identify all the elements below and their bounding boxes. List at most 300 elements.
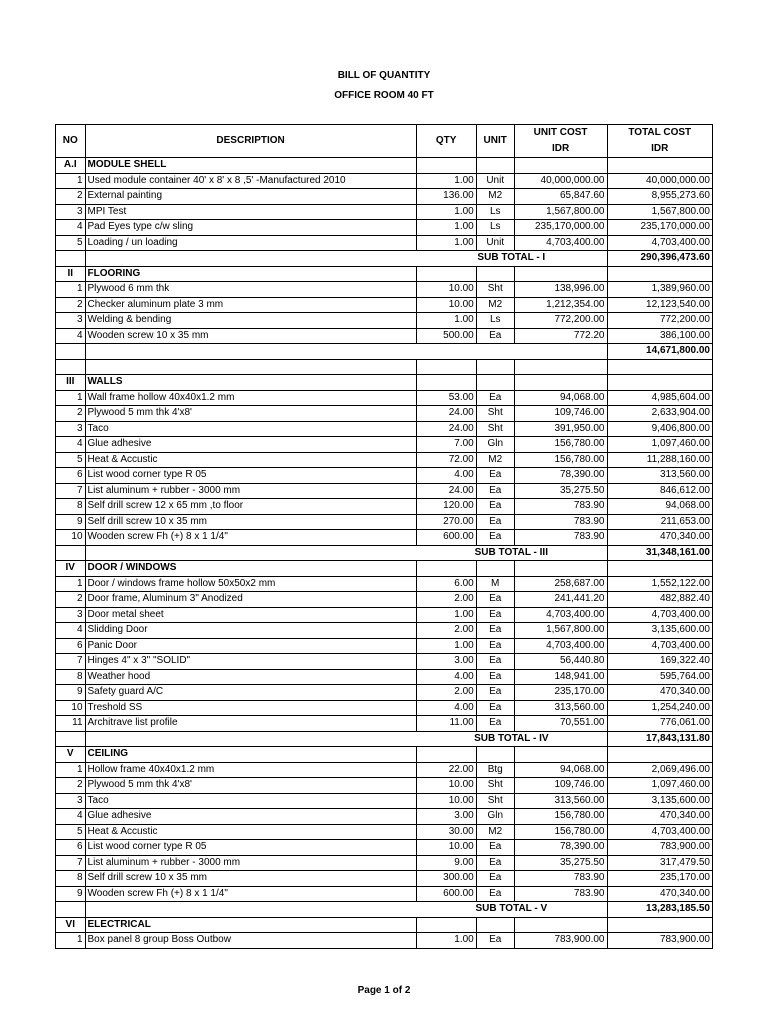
- item-description: Checker aluminum plate 3 mm: [85, 297, 416, 313]
- item-unit: Sht: [476, 421, 514, 437]
- item-number: 9: [56, 685, 86, 701]
- item-total-cost: 470,340.00: [607, 685, 713, 701]
- item-description: Door metal sheet: [85, 607, 416, 623]
- item-unit: Ea: [476, 530, 514, 546]
- item-total-cost: 386,100.00: [607, 328, 713, 344]
- empty-cell: [476, 561, 514, 577]
- item-qty: 1.00: [416, 638, 476, 654]
- item-unit-cost: 56,440.80: [514, 654, 607, 670]
- item-description: Wooden screw 10 x 35 mm: [85, 328, 416, 344]
- item-unit: Ls: [476, 204, 514, 220]
- table-row: [56, 623, 713, 639]
- item-unit: Ea: [476, 700, 514, 716]
- table-row: [56, 514, 713, 530]
- subtotal-label: SUB TOTAL - III: [416, 545, 607, 561]
- item-unit: Ea: [476, 716, 514, 732]
- subtotal-label: [416, 344, 607, 360]
- item-number: 8: [56, 669, 86, 685]
- page-footer: Page 1 of 2: [357, 985, 411, 996]
- item-total-cost: 2,633,904.00: [607, 406, 713, 422]
- table-row: [56, 716, 713, 732]
- item-unit-cost: 1,212,354.00: [514, 297, 607, 313]
- header-total-cost-currency: IDR: [607, 141, 713, 158]
- item-total-cost: 1,097,460.00: [607, 778, 713, 794]
- item-unit-cost: 35,275.50: [514, 855, 607, 871]
- item-unit-cost: 156,780.00: [514, 809, 607, 825]
- item-qty: 1.00: [416, 204, 476, 220]
- table-row: [56, 235, 713, 251]
- item-unit: Ea: [476, 514, 514, 530]
- item-unit: Sht: [476, 282, 514, 298]
- item-number: 9: [56, 886, 86, 902]
- item-qty: 600.00: [416, 886, 476, 902]
- empty-cell: [476, 266, 514, 282]
- item-unit-cost: 4,703,400.00: [514, 235, 607, 251]
- document-title: BILL OF QUANTITY: [337, 70, 431, 81]
- subtotal-row: [56, 902, 713, 918]
- item-number: 5: [56, 824, 86, 840]
- item-qty: 1.00: [416, 235, 476, 251]
- item-unit-cost: 148,941.00: [514, 669, 607, 685]
- empty-cell: [607, 375, 713, 391]
- table-row: [56, 933, 713, 949]
- subtotal-value: 31,348,161.00: [607, 545, 713, 561]
- item-description: Safety guard A/C: [85, 685, 416, 701]
- item-unit-cost: 391,950.00: [514, 421, 607, 437]
- table-row: [56, 452, 713, 468]
- section-number: II: [56, 266, 86, 282]
- item-number: 8: [56, 871, 86, 887]
- item-total-cost: 3,135,600.00: [607, 623, 713, 639]
- table-row: [56, 390, 713, 406]
- item-total-cost: 1,552,122.00: [607, 576, 713, 592]
- empty-cell: [416, 561, 476, 577]
- blank-row: [56, 359, 713, 375]
- item-description: Hollow frame 40x40x1.2 mm: [85, 762, 416, 778]
- table-row: [56, 530, 713, 546]
- item-description: MPI Test: [85, 204, 416, 220]
- empty-cell: [476, 375, 514, 391]
- table-row: [56, 685, 713, 701]
- item-description: Self drill screw 10 x 35 mm: [85, 514, 416, 530]
- item-description: Panic Door: [85, 638, 416, 654]
- item-number: 1: [56, 576, 86, 592]
- item-number: 2: [56, 592, 86, 608]
- table-header: [56, 125, 713, 158]
- item-qty: 1.00: [416, 607, 476, 623]
- item-description: Architrave list profile: [85, 716, 416, 732]
- item-number: 3: [56, 607, 86, 623]
- empty-cell: [85, 344, 416, 360]
- empty-cell: [416, 158, 476, 174]
- item-unit-cost: 772,200.00: [514, 313, 607, 329]
- table-row: [56, 297, 713, 313]
- item-number: 3: [56, 204, 86, 220]
- subtotal-value: 14,671,800.00: [607, 344, 713, 360]
- empty-cell: [607, 747, 713, 763]
- item-unit: Ea: [476, 654, 514, 670]
- table-row: [56, 654, 713, 670]
- item-qty: 10.00: [416, 282, 476, 298]
- item-unit-cost: 783.90: [514, 514, 607, 530]
- header-total-cost: TOTAL COST: [607, 125, 713, 142]
- item-number: 7: [56, 855, 86, 871]
- item-total-cost: 12,123,540.00: [607, 297, 713, 313]
- item-unit-cost: 78,390.00: [514, 468, 607, 484]
- empty-cell: [56, 344, 86, 360]
- item-unit: Ea: [476, 483, 514, 499]
- subtotal-row: [56, 251, 713, 267]
- empty-cell: [56, 359, 86, 375]
- item-qty: 24.00: [416, 483, 476, 499]
- item-unit: Ea: [476, 933, 514, 949]
- item-total-cost: 776,061.00: [607, 716, 713, 732]
- item-unit: Ea: [476, 638, 514, 654]
- item-number: 5: [56, 452, 86, 468]
- section-title: ELECTRICAL: [85, 917, 416, 933]
- item-total-cost: 4,703,400.00: [607, 607, 713, 623]
- item-unit-cost: 783,900.00: [514, 933, 607, 949]
- item-qty: 4.00: [416, 700, 476, 716]
- item-number: 4: [56, 437, 86, 453]
- subtotal-value: 17,843,131.80: [607, 731, 713, 747]
- empty-cell: [85, 731, 416, 747]
- item-description: List aluminum + rubber - 3000 mm: [85, 483, 416, 499]
- item-unit: Ea: [476, 871, 514, 887]
- item-total-cost: 235,170.00: [607, 871, 713, 887]
- section-number: IV: [56, 561, 86, 577]
- item-unit: Ea: [476, 840, 514, 856]
- section-header-row: [56, 375, 713, 391]
- item-unit: Ls: [476, 220, 514, 236]
- empty-cell: [85, 545, 416, 561]
- item-total-cost: 783,900.00: [607, 840, 713, 856]
- section-header-row: [56, 747, 713, 763]
- table-row: [56, 499, 713, 515]
- item-number: 6: [56, 638, 86, 654]
- table-row: [56, 592, 713, 608]
- item-number: 7: [56, 654, 86, 670]
- item-total-cost: 313,560.00: [607, 468, 713, 484]
- subtotal-label: SUB TOTAL - IV: [416, 731, 607, 747]
- item-unit: Ea: [476, 886, 514, 902]
- item-unit-cost: 783.90: [514, 530, 607, 546]
- empty-cell: [416, 917, 476, 933]
- empty-cell: [56, 902, 86, 918]
- header-no: NO: [56, 125, 86, 158]
- item-unit: Ea: [476, 390, 514, 406]
- item-total-cost: 4,703,400.00: [607, 824, 713, 840]
- table-row: [56, 840, 713, 856]
- section-header-row: [56, 158, 713, 174]
- item-total-cost: 11,288,160.00: [607, 452, 713, 468]
- item-unit-cost: 1,567,800.00: [514, 623, 607, 639]
- section-title: WALLS: [85, 375, 416, 391]
- empty-cell: [607, 266, 713, 282]
- subtotal-row: [56, 731, 713, 747]
- item-unit: Sht: [476, 778, 514, 794]
- item-qty: 10.00: [416, 778, 476, 794]
- item-qty: 3.00: [416, 654, 476, 670]
- item-unit-cost: 94,068.00: [514, 762, 607, 778]
- section-header-row: [56, 917, 713, 933]
- item-qty: 53.00: [416, 390, 476, 406]
- item-total-cost: 235,170,000.00: [607, 220, 713, 236]
- item-total-cost: 4,985,604.00: [607, 390, 713, 406]
- subtotal-value: 290,396,473.60: [607, 251, 713, 267]
- item-unit-cost: 783.90: [514, 886, 607, 902]
- empty-cell: [85, 251, 416, 267]
- table-row: [56, 328, 713, 344]
- empty-cell: [56, 251, 86, 267]
- table-row: [56, 189, 713, 205]
- item-total-cost: 482,882.40: [607, 592, 713, 608]
- item-total-cost: 1,097,460.00: [607, 437, 713, 453]
- empty-cell: [56, 545, 86, 561]
- item-unit: Ea: [476, 623, 514, 639]
- item-unit-cost: 4,703,400.00: [514, 638, 607, 654]
- empty-cell: [607, 917, 713, 933]
- table-row: [56, 421, 713, 437]
- item-description: Glue adhesive: [85, 437, 416, 453]
- item-number: 1: [56, 933, 86, 949]
- item-unit-cost: 258,687.00: [514, 576, 607, 592]
- item-description: Plywood 6 mm thk: [85, 282, 416, 298]
- item-number: 4: [56, 328, 86, 344]
- item-unit-cost: 772.20: [514, 328, 607, 344]
- table-row: [56, 173, 713, 189]
- item-description: Used module container 40' x 8' x 8 ,5' -Manufactured 2010: [85, 173, 416, 189]
- section-header-row: [56, 266, 713, 282]
- item-description: Treshold SS: [85, 700, 416, 716]
- empty-cell: [416, 359, 476, 375]
- table-row: [56, 778, 713, 794]
- item-unit-cost: 109,746.00: [514, 406, 607, 422]
- item-description: List aluminum + rubber - 3000 mm: [85, 855, 416, 871]
- table-row: [56, 886, 713, 902]
- subtotal-row: [56, 545, 713, 561]
- item-unit-cost: 1,567,800.00: [514, 204, 607, 220]
- item-number: 11: [56, 716, 86, 732]
- item-unit-cost: 138,996.00: [514, 282, 607, 298]
- empty-cell: [56, 731, 86, 747]
- empty-cell: [607, 359, 713, 375]
- item-description: Plywood 5 mm thk 4'x8': [85, 406, 416, 422]
- empty-cell: [416, 747, 476, 763]
- item-unit-cost: 783.90: [514, 871, 607, 887]
- table-body: [56, 158, 713, 949]
- item-qty: 120.00: [416, 499, 476, 515]
- item-description: Wall frame hollow 40x40x1.2 mm: [85, 390, 416, 406]
- item-qty: 24.00: [416, 406, 476, 422]
- item-unit-cost: 241,441.20: [514, 592, 607, 608]
- item-qty: 10.00: [416, 793, 476, 809]
- item-description: List wood corner type R 05: [85, 840, 416, 856]
- section-header-row: [56, 561, 713, 577]
- section-title: FLOORING: [85, 266, 416, 282]
- table-row: [56, 204, 713, 220]
- item-number: 10: [56, 530, 86, 546]
- empty-cell: [514, 158, 607, 174]
- section-title: MODULE SHELL: [85, 158, 416, 174]
- item-total-cost: 470,340.00: [607, 809, 713, 825]
- item-number: 9: [56, 514, 86, 530]
- document-subtitle: OFFICE ROOM 40 FT: [334, 90, 434, 101]
- item-qty: 9.00: [416, 855, 476, 871]
- item-total-cost: 470,340.00: [607, 530, 713, 546]
- section-number: VI: [56, 917, 86, 933]
- item-qty: 136.00: [416, 189, 476, 205]
- item-number: 4: [56, 623, 86, 639]
- item-total-cost: 94,068.00: [607, 499, 713, 515]
- empty-cell: [514, 747, 607, 763]
- table-row: [56, 468, 713, 484]
- item-total-cost: 783,900.00: [607, 933, 713, 949]
- item-description: Wooden screw Fh (+) 8 x 1 1/4": [85, 530, 416, 546]
- empty-cell: [85, 902, 416, 918]
- item-unit: Gln: [476, 437, 514, 453]
- item-unit-cost: 40,000,000.00: [514, 173, 607, 189]
- item-total-cost: 470,340.00: [607, 886, 713, 902]
- section-title: DOOR / WINDOWS: [85, 561, 416, 577]
- item-description: Wooden screw Fh (+) 8 x 1 1/4": [85, 886, 416, 902]
- header-unit-cost-currency: IDR: [514, 141, 607, 158]
- section-number: V: [56, 747, 86, 763]
- item-total-cost: 2,069,496.00: [607, 762, 713, 778]
- table-row: [56, 855, 713, 871]
- item-qty: 11.00: [416, 716, 476, 732]
- table-row: [56, 762, 713, 778]
- item-number: 8: [56, 499, 86, 515]
- item-unit-cost: 235,170,000.00: [514, 220, 607, 236]
- item-total-cost: 3,135,600.00: [607, 793, 713, 809]
- item-unit: Gln: [476, 809, 514, 825]
- header-description: DESCRIPTION: [85, 125, 416, 158]
- item-number: 2: [56, 189, 86, 205]
- section-number: A.I: [56, 158, 86, 174]
- item-unit-cost: 78,390.00: [514, 840, 607, 856]
- boq-table: [55, 124, 713, 949]
- item-qty: 1.00: [416, 220, 476, 236]
- table-row: [56, 607, 713, 623]
- table-row: [56, 576, 713, 592]
- item-description: Pad Eyes type c/w sling: [85, 220, 416, 236]
- item-unit: M2: [476, 824, 514, 840]
- item-total-cost: 9,406,800.00: [607, 421, 713, 437]
- header-qty: QTY: [416, 125, 476, 158]
- section-number: III: [56, 375, 86, 391]
- item-qty: 3.00: [416, 809, 476, 825]
- item-description: Door / windows frame hollow 50x50x2 mm: [85, 576, 416, 592]
- empty-cell: [476, 359, 514, 375]
- item-number: 2: [56, 406, 86, 422]
- item-unit: Ea: [476, 499, 514, 515]
- item-unit-cost: 4,703,400.00: [514, 607, 607, 623]
- empty-cell: [85, 359, 416, 375]
- table-row: [56, 406, 713, 422]
- item-unit: Ea: [476, 468, 514, 484]
- item-total-cost: 317,479.50: [607, 855, 713, 871]
- item-unit: Ea: [476, 328, 514, 344]
- item-unit-cost: 313,560.00: [514, 793, 607, 809]
- item-unit: Unit: [476, 173, 514, 189]
- item-number: 3: [56, 421, 86, 437]
- empty-cell: [416, 266, 476, 282]
- item-description: Welding & bending: [85, 313, 416, 329]
- item-number: 6: [56, 468, 86, 484]
- item-unit: Ea: [476, 855, 514, 871]
- item-qty: 10.00: [416, 840, 476, 856]
- item-number: 1: [56, 762, 86, 778]
- item-unit-cost: 156,780.00: [514, 437, 607, 453]
- item-number: 5: [56, 235, 86, 251]
- table-row: [56, 809, 713, 825]
- header-unit-cost: UNIT COST: [514, 125, 607, 142]
- item-unit-cost: 70,551.00: [514, 716, 607, 732]
- item-unit: Ls: [476, 313, 514, 329]
- item-unit-cost: 35,275.50: [514, 483, 607, 499]
- item-unit: Btg: [476, 762, 514, 778]
- item-description: Slidding Door: [85, 623, 416, 639]
- item-total-cost: 40,000,000.00: [607, 173, 713, 189]
- item-total-cost: 1,254,240.00: [607, 700, 713, 716]
- item-total-cost: 1,567,800.00: [607, 204, 713, 220]
- table-row: [56, 793, 713, 809]
- table-row: [56, 824, 713, 840]
- item-unit-cost: 235,170.00: [514, 685, 607, 701]
- item-number: 1: [56, 173, 86, 189]
- empty-cell: [607, 561, 713, 577]
- subtotal-label: SUB TOTAL - I: [416, 251, 607, 267]
- table-row: [56, 871, 713, 887]
- item-unit-cost: 313,560.00: [514, 700, 607, 716]
- item-description: Self drill screw 12 x 65 mm ,to floor: [85, 499, 416, 515]
- item-total-cost: 1,389,960.00: [607, 282, 713, 298]
- item-unit: M: [476, 576, 514, 592]
- item-number: 6: [56, 840, 86, 856]
- item-total-cost: 211,653.00: [607, 514, 713, 530]
- item-description: Heat & Accustic: [85, 824, 416, 840]
- item-qty: 22.00: [416, 762, 476, 778]
- item-description: Door frame, Aluminum 3" Anodized: [85, 592, 416, 608]
- item-description: List wood corner type R 05: [85, 468, 416, 484]
- item-description: Heat & Accustic: [85, 452, 416, 468]
- item-number: 3: [56, 313, 86, 329]
- item-unit: Ea: [476, 669, 514, 685]
- item-qty: 600.00: [416, 530, 476, 546]
- item-unit: Ea: [476, 592, 514, 608]
- item-unit: M2: [476, 297, 514, 313]
- item-qty: 2.00: [416, 623, 476, 639]
- subtotal-label: SUB TOTAL - V: [416, 902, 607, 918]
- item-unit: M2: [476, 452, 514, 468]
- empty-cell: [607, 158, 713, 174]
- subtotal-value: 13,283,185.50: [607, 902, 713, 918]
- item-description: Loading / un loading: [85, 235, 416, 251]
- empty-cell: [514, 375, 607, 391]
- section-title: CEILING: [85, 747, 416, 763]
- item-total-cost: 772,200.00: [607, 313, 713, 329]
- empty-cell: [514, 561, 607, 577]
- item-unit: M2: [476, 189, 514, 205]
- table-row: [56, 638, 713, 654]
- item-description: Plywood 5 mm thk 4'x8': [85, 778, 416, 794]
- table-row: [56, 220, 713, 236]
- item-qty: 270.00: [416, 514, 476, 530]
- empty-cell: [476, 747, 514, 763]
- item-qty: 500.00: [416, 328, 476, 344]
- empty-cell: [514, 266, 607, 282]
